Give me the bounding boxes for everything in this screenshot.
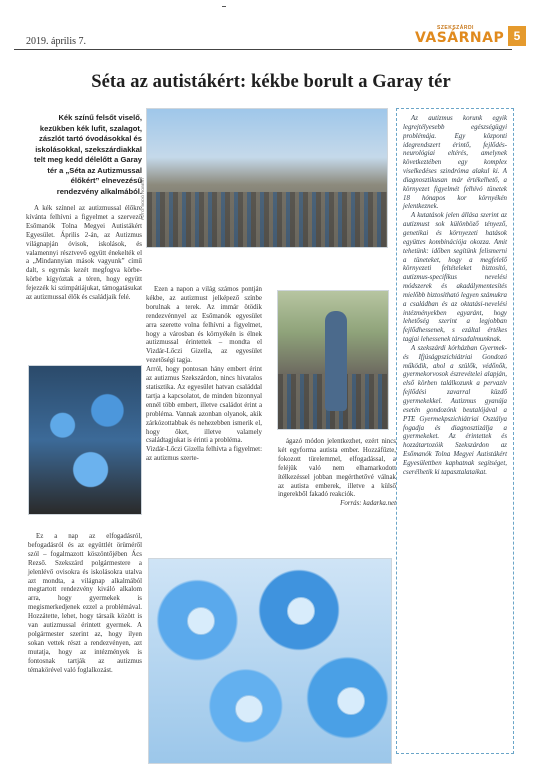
body-paragraph: A kék színnel az autizmussal élőkre kívánta felhívni a figyelmet a szervező Esőmanók Tolna Megyei Autistákért Egyesület. Április 2-án, az Autizmus világnapján óvisok, iskolások, és valamennyi résztvevő együtt énekelték el a „Mindannyian mások vagyunk” című dalt, s egymás kezét megfogva körbe-körbe kígyóztak a téren, hogy együtt fejezzék ki szimpátiájukat, támogatásukat az autizmussal élők és családjaik felé. bbox=[26, 205, 142, 302]
page-header bbox=[14, 24, 530, 46]
pinwheel-face bbox=[337, 687, 365, 715]
info-sidebar bbox=[396, 108, 514, 754]
article-title: Séta az autistákért: kékbe borult a Garay tér bbox=[91, 72, 451, 92]
body-column-3 bbox=[278, 438, 396, 509]
body-column-4 bbox=[28, 533, 142, 676]
body-paragraph: Ezen a napon a világ számos pontján kékbe, az autizmust jelképező színbe borulnak a terek. Az immár ötödik rendezvénnyel az Esőmanók egyesület arra szerette volna felhívni a figyelmet, hogy a városban és környékén is élnek autizmussal érintettek – mondta el Vizdár-Lőczi Gizella, az egyesület vezetőségi tagja. Arról, hogy pontosan hány embert érint az autizmus Szekszárdon, nincs hivatalos statisztika. Az egyesület hatvan családdal tartja a kapcsolatot, de minden bizonnyal ennél több embert, illetve családot érint a probléma. Vannak azonban olyanok, akik zárkózottabbak és nehezebben ismerik el, hogy őket, illetve valamely családtagjukat is érinti a probléma. Vizdár-Lőczi Gizella felhívta a figyelmet: az autizmus szerte- bbox=[146, 286, 262, 463]
photo-paper-pinwheels bbox=[148, 558, 392, 764]
speaker-figure bbox=[325, 311, 347, 411]
sidebar-paragraph: A szekszárdi kórházban Gyermek- és Ifjúságpszichiátriai Gondozó működik, ahol a szülők, védőnők, gyermekorvosok észrevételei alapján, első körben találkozunk a pervazív fejlődési zavarral küzdő gyermekekkel. Autizmus gyanúja esetén gondozónk beutalójával a PTE Gyermekpszichiátriai Osztálya fogadja és diagnosztizálja a gyermekeket. Az érintettek és hozzátartozóik Szekszárdon az Esőmanók Tolna Megyei Autistákért Egyesülettben kaphatnak segítséget, cserélhetik ki tapasztalataikat. bbox=[403, 344, 507, 476]
brand-logo: VASÁRNAP bbox=[415, 30, 505, 46]
top-crop-mark bbox=[222, 6, 226, 7]
photo-blue-balloons bbox=[28, 365, 142, 515]
photo-crowd-garay-square bbox=[146, 108, 388, 248]
crowd-shape bbox=[147, 192, 387, 247]
brand-subtitle: SZEKSZÁRDI bbox=[437, 25, 474, 31]
sidebar-paragraph: Az autizmus korunk egyik legrejtélyesebb egészségügyi problémája. Egy központi idegrendszert érintő, fejlődés-neurológiai eltérés, amelynek következtében egy komplex viselkedéses szindróma alakul ki. A diagnosztikusan már értékelhető, a környezet figyelmét felhívó tünetek 18 hónapos kor környékén jelentkeznek. bbox=[403, 115, 507, 211]
body-paragraph: ágazó módon jelentkezhet, ezért nincs két egyforma autista ember. Hozzáfűzte, fokozott türelemmel, elfogadással, a feléjük való nem elhamarkodott ítélkezéssel jobban megérthetővé válnak az autista emberek, illetve a külső ingerekből fakadó reakciók. bbox=[278, 438, 396, 499]
body-paragraph: Ez a nap az elfogadásról, befogadásról és az együttlét örüméről szól – fogalmazott köszöntőjében Ács Rezső. Szekszárd polgármestere a jelenlévő ovisokra és iskolásokra utalva azt mondta, a világnap alkalmából megtartott rendezvény kiváló alkalom arra, hogy gyermekek is megismerkedjenek ezzel a problémával. Hozzátette, lehet, hogy társaik között is van autizmussal érintett gyermek. A polgármester szerint az, hogy ilyen sokan vettek részt a rendezvényen, azt mutatja, hogy az intézmények is fontosnak tartják az autizmus témakörével való foglalkozást. bbox=[28, 533, 142, 674]
pinwheel-face bbox=[287, 597, 315, 625]
sidebar-paragraph: A kutatások jelen állása szerint az autizmust sok különböző tényező, genetikai és környezeti hatások együttes kombinációja okozza. Amit tehetünk: időben segítünk felismerni a tüneteket, hogy a megfelelő környezeti feltételeket biztosító, autizmus-specifikus nevelési módszerek és akadálymentesítés mielőbb biztosítható legyen számukra a családban és az oktatási-nevelési intézményekben egyaránt, hogy lehetőség szerint a legjobban fejlődhessenek, s ezáltal értékes tagjai lehessenek társadalmunknak. bbox=[403, 212, 507, 344]
body-column-1 bbox=[26, 205, 142, 303]
pinwheel-face bbox=[187, 607, 215, 635]
article-lead: Kék színű felsőt viselő, kezükben kék lufit, szalagot, zászlót tartó óvodásokkal és iskolásokkal, szekszárdiakkal telt meg kedd délelőtt a Garay tér a „Séta az Autizmussal élőkért” elnevezésű rendezvény alkalmából. bbox=[33, 113, 142, 196]
pinwheel-face bbox=[235, 695, 263, 723]
photo-credit: FOTÓ: BODÓ ROBERT bbox=[140, 177, 145, 220]
issue-date: 2019. április 7. bbox=[26, 36, 86, 47]
photo-speaker-microphone bbox=[277, 290, 389, 430]
body-column-2 bbox=[146, 286, 262, 464]
article-source: Forrás: kadarka.net bbox=[340, 500, 396, 508]
page-number: 5 bbox=[508, 26, 526, 46]
header-rule bbox=[14, 49, 512, 50]
